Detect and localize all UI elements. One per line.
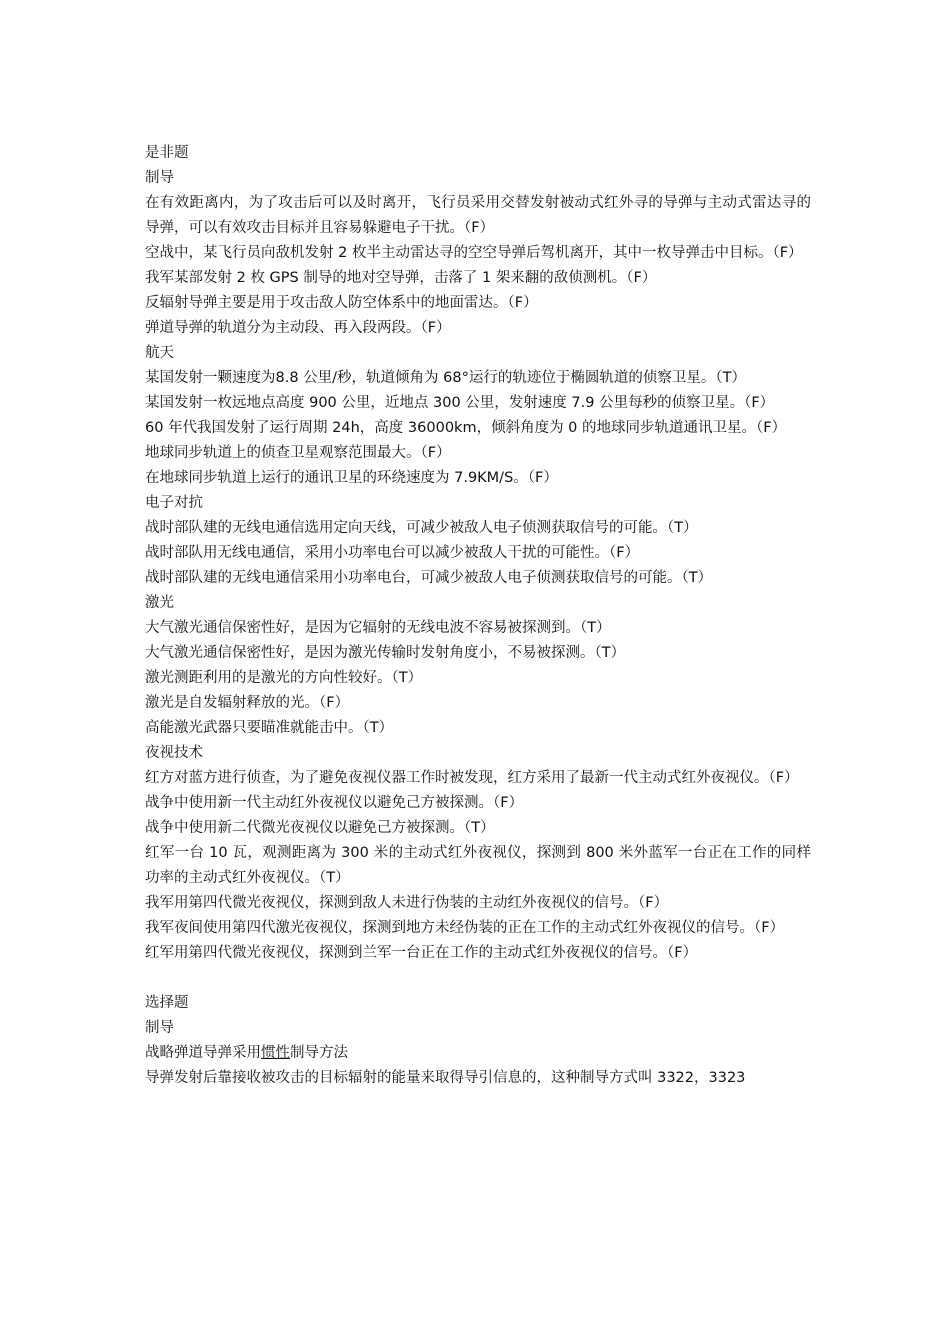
tf-item: 激光是自发辐射释放的光。（F） <box>145 695 350 711</box>
mc-question-1-answer: 惯性 <box>261 1045 290 1061</box>
tf-item: 战争中使用新一代主动红外夜视仪以避免己方被探测。（F） <box>145 795 524 811</box>
document-page <box>145 141 811 1091</box>
mc-question-2: 导弹发射后靠接收被攻击的目标辐射的能量来取得导引信息的，这种制导方式叫 3322，3323 <box>145 1070 746 1086</box>
group-heading-guidance: 制导 <box>145 170 174 186</box>
tf-item: 反辐射导弹主要是用于攻击敌人防空体系中的地面雷达。（F） <box>145 295 538 311</box>
tf-item: 弹道导弹的轨道分为主动段、再入段两段。（F） <box>145 320 451 336</box>
tf-item: 某国发射一颗速度为8.8 公里/秒，轨道倾角为 68°运行的轨迹位于椭圆轨道的侦察卫星。（T） <box>145 370 746 386</box>
tf-item: 红方对蓝方进行侦查，为了避免夜视仪器工作时被发现，红方采用了最新一代主动式红外夜视仪。（F） <box>145 770 799 786</box>
section-title-true-false: 是非题 <box>145 145 189 161</box>
mc-group-heading-guidance: 制导 <box>145 1020 174 1036</box>
tf-item: 战时部队建的无线电通信选用定向天线，可减少被敌人电子侦测获取信号的可能。（T） <box>145 520 698 536</box>
tf-item: 在有效距离内，为了攻击后可以及时离开，飞行员采用交替发射被动式红外寻的导弹与主动式雷达寻的导弹，可以有效攻击目标并且容易躲避电子干扰。（F） <box>145 195 811 236</box>
tf-item: 地球同步轨道上的侦查卫星观察范围最大。（F） <box>145 445 451 461</box>
tf-item: 战争中使用新二代微光夜视仪以避免己方被探测。（T） <box>145 820 495 836</box>
tf-item: 在地球同步轨道上运行的通讯卫星的环绕速度为 7.9KM/S。（F） <box>145 470 558 486</box>
tf-item: 我军某部发射 2 枚 GPS 制导的地对空导弹，击落了 1 架来翻的敌侦测机。（F） <box>145 270 657 286</box>
tf-item: 大气激光通信保密性好，是因为它辐射的无线电波不容易被探测到。（T） <box>145 620 611 636</box>
tf-item: 高能激光武器只要瞄准就能击中。（T） <box>145 720 394 736</box>
tf-item: 我军夜间使用第四代激光夜视仪，探测到地方未经伪装的正在工作的主动式红外夜视仪的信号。（F） <box>145 920 785 936</box>
tf-item: 大气激光通信保密性好，是因为激光传输时发射角度小，不易被探测。（T） <box>145 645 626 661</box>
mc-question-1-prefix: 战略弹道导弹采用 <box>145 1045 261 1061</box>
tf-item: 空战中，某飞行员向敌机发射 2 枚半主动雷达寻的空空导弹后驾机离开，其中一枚导弹击中目标。（F） <box>145 245 803 261</box>
tf-item: 60 年代我国发射了运行周期 24h，高度 36000km，倾斜角度为 0 的地球同步轨道通讯卫星。（F） <box>145 420 787 436</box>
mc-question-1-suffix: 制导方法 <box>290 1045 348 1061</box>
mc-question-1 <box>145 1041 811 1066</box>
tf-item: 激光测距利用的是激光的方向性较好。（T） <box>145 670 423 686</box>
group-heading-laser: 激光 <box>145 595 174 611</box>
tf-item: 战时部队建的无线电通信采用小功率电台，可减少被敌人电子侦测获取信号的可能。（T） <box>145 570 713 586</box>
group-heading-aerospace: 航天 <box>145 345 174 361</box>
section-title-multiple-choice: 选择题 <box>145 995 189 1011</box>
blank-line <box>145 966 811 991</box>
tf-item: 战时部队用无线电通信，采用小功率电台可以减少被敌人干扰的可能性。（F） <box>145 545 640 561</box>
tf-item: 我军用第四代微光夜视仪，探测到敌人未进行伪装的主动红外夜视仪的信号。（F） <box>145 895 669 911</box>
group-heading-night-vision: 夜视技术 <box>145 745 203 761</box>
tf-item: 红军一台 10 瓦，观测距离为 300 米的主动式红外夜视仪，探测到 800 米外蓝军一台正在工作的同样功率的主动式红外夜视仪。（T） <box>145 845 811 886</box>
group-heading-electronic-warfare: 电子对抗 <box>145 495 203 511</box>
tf-item: 红军用第四代微光夜视仪，探测到兰军一台正在工作的主动式红外夜视仪的信号。（F） <box>145 945 698 961</box>
tf-item: 某国发射一枚远地点高度 900 公里，近地点 300 公里，发射速度 7.9 公里每秒的侦察卫星。（F） <box>145 395 775 411</box>
